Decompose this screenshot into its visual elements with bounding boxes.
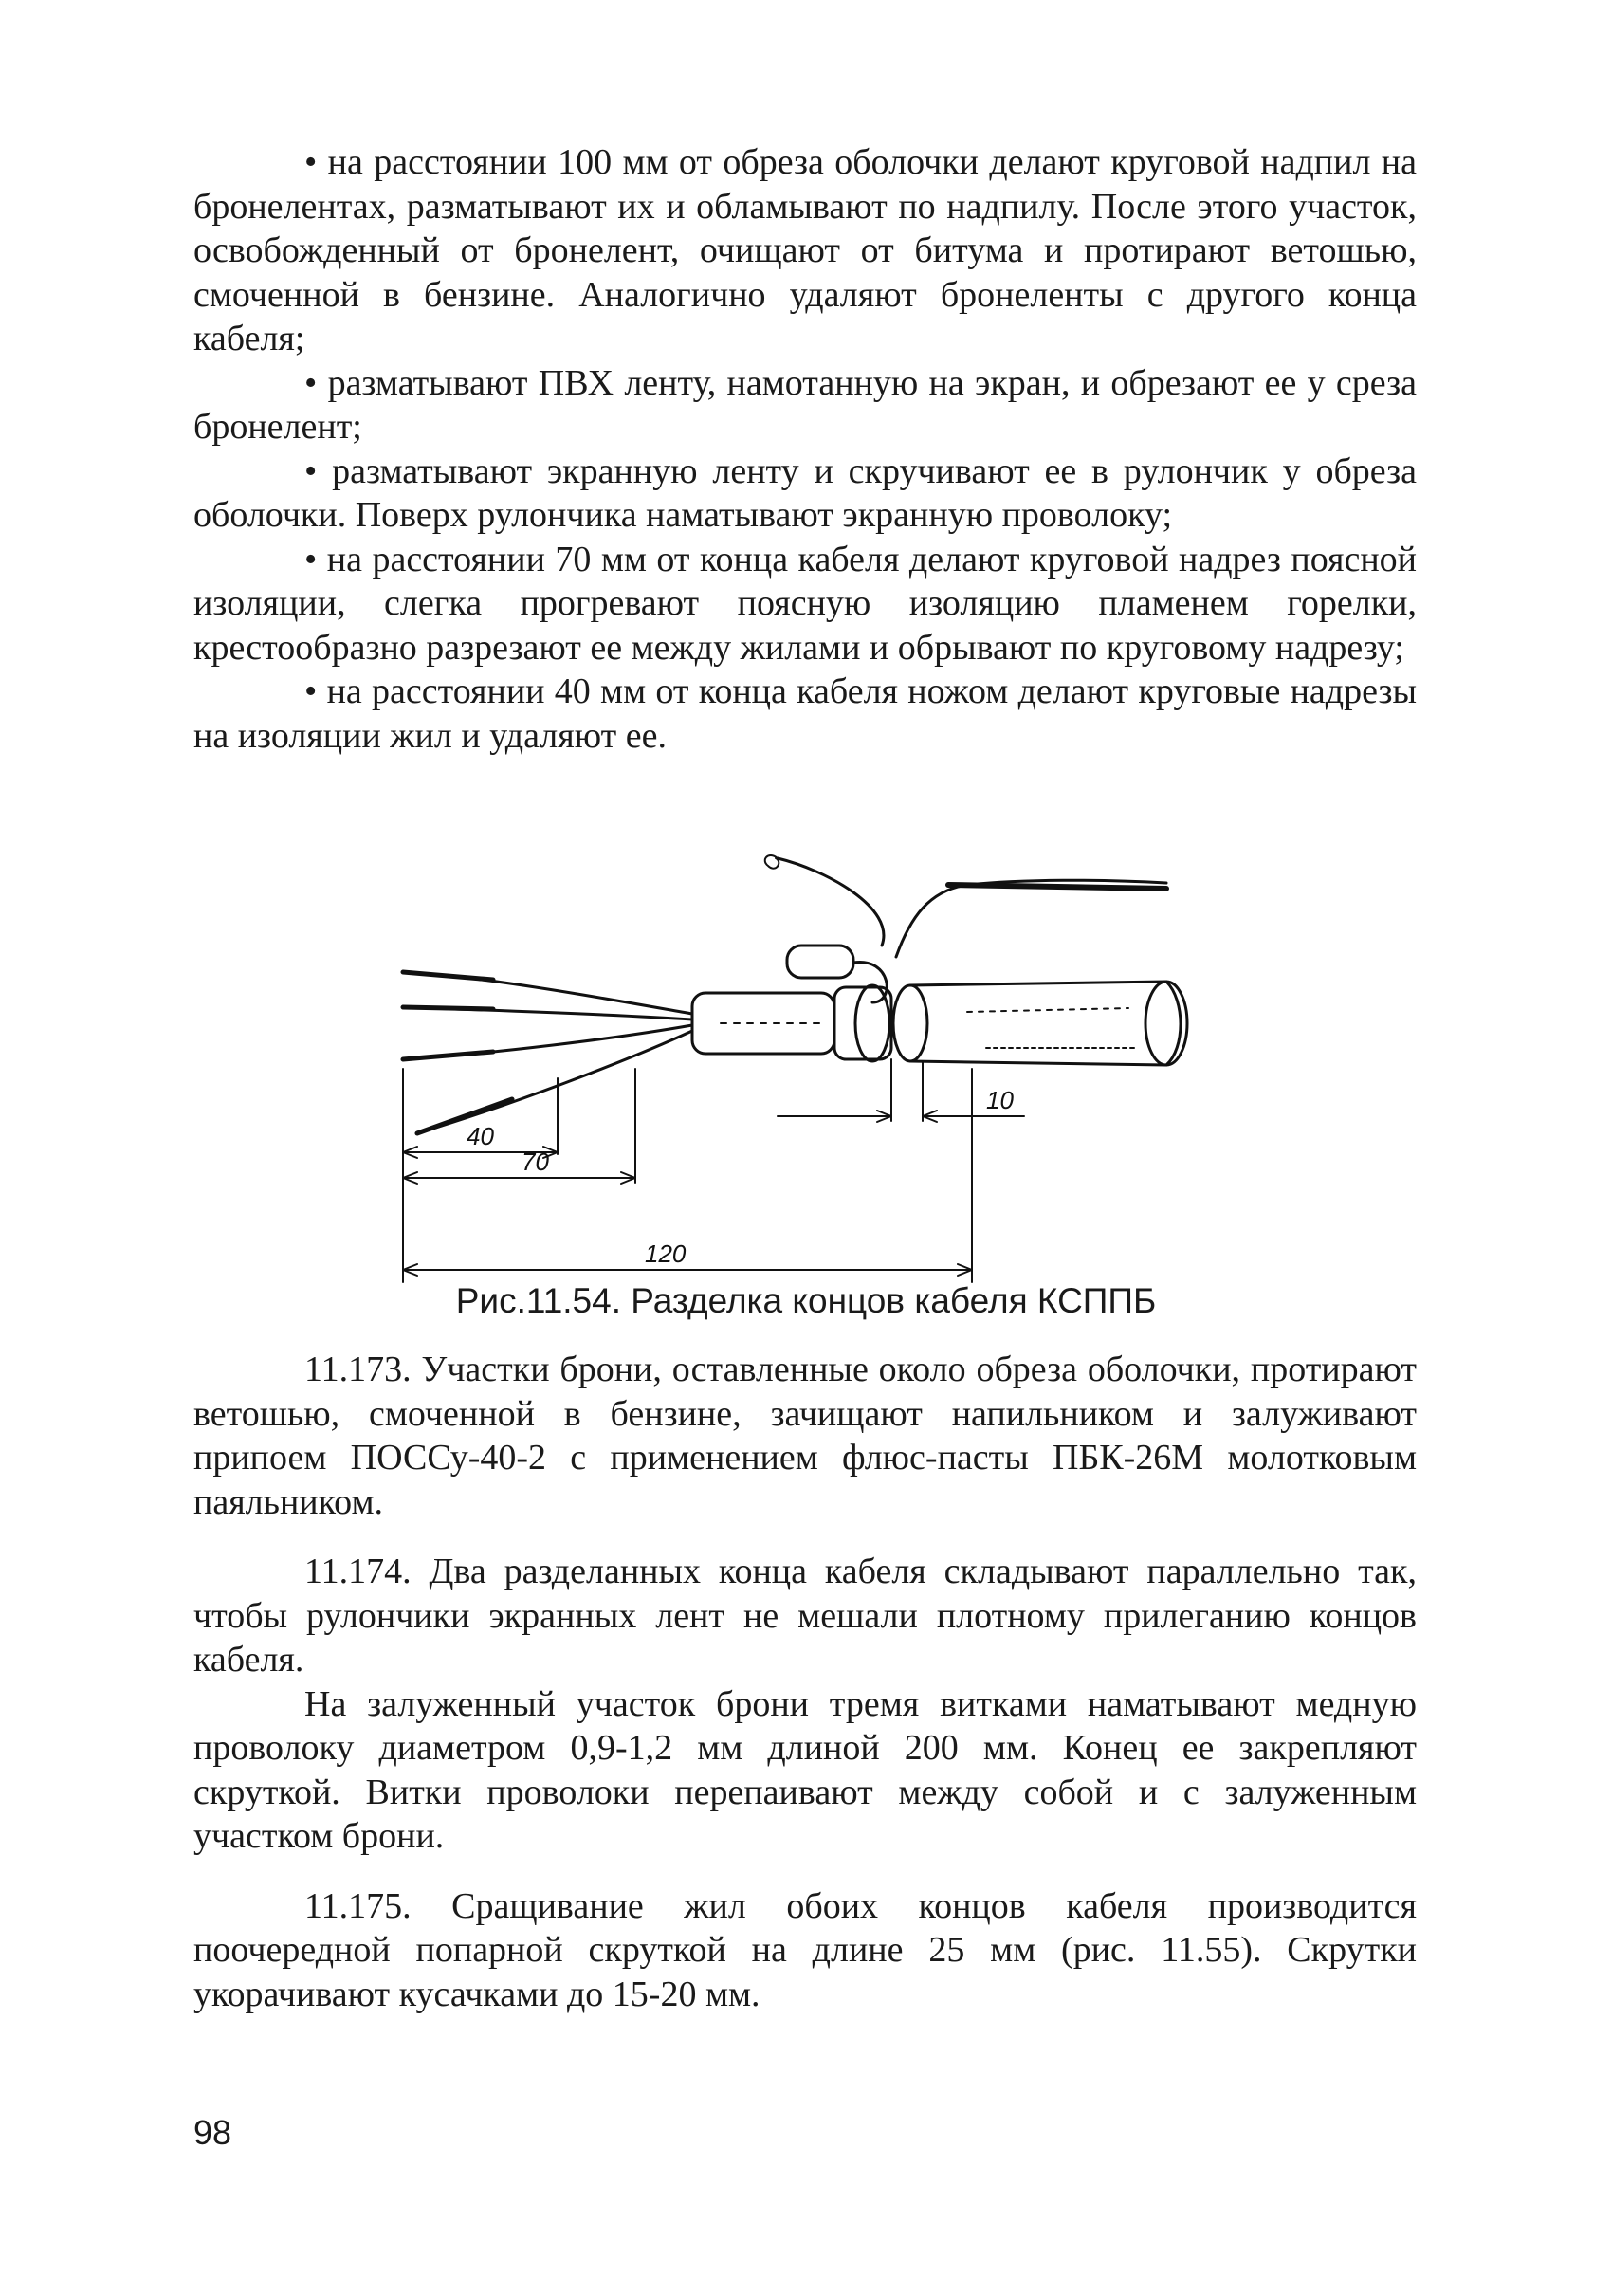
cable-end-figure xyxy=(379,851,1233,1287)
paragraph-11-173: 11.173. Участки брони, оставленные около обреза оболочки, протирают ветошью, смоченной в бензине, зачищают напильником и залуживают припоем ПОССу-40-2 с применением флюс-пасты ПБК-26М молотковым паяльником. xyxy=(193,1350,1417,1522)
dim-label-120: 120 xyxy=(645,1240,687,1268)
dim-label-10: 10 xyxy=(986,1086,1014,1114)
paragraph-armor-removal: • на расстоянии 100 мм от обреза оболочки делают круговой надпил на бронелентах, разматывают их и обламывают по надпилу. После этого участок, освобожденный от бронелент, очищают от битума и протирают ветошью, смоченной в бензине. Аналогично удаляют бронеленты с другого конца кабеля; xyxy=(193,142,1417,358)
paragraph-screen-tape: • разматывают экранную ленту и скручивают ее в рулончик у обреза оболочки. Поверх рулончика наматывают экранную проволоку; xyxy=(193,450,1417,535)
paragraph-belt-insulation: • на расстоянии 70 мм от конца кабеля делают круговой надрез поясной изоляции, слегка прогревают поясную изоляцию пламенем горелки, крестообразно разрезают ее между жилами и обрывают по круговому надрезу; xyxy=(193,539,1417,668)
dim-label-70: 70 xyxy=(522,1148,549,1176)
dim-label-40: 40 xyxy=(467,1122,494,1150)
paragraph-core-insulation: • на расстоянии 40 мм от конца кабеля ножом делают круговые надрезы на изоляции жил и удаляют ее. xyxy=(193,671,1417,756)
figure-caption: Рис.11.54. Разделка концов кабеля КСППБ xyxy=(455,1281,1157,1320)
text-block-top xyxy=(193,140,1417,758)
paragraph-11-175: 11.175. Сращивание жил обоих концов кабеля производится поочередной попарной скруткой на длине 25 мм (рис. 11.55). Скрутки укорачивают кусачками до 15-20 мм. xyxy=(193,1885,1417,2014)
screen-tape-roll xyxy=(787,946,853,978)
paragraph-11-174: 11.174. Два разделанных конца кабеля складывают параллельно так, чтобы рулончики экранных лент не мешали плотному прилеганию концов кабеля. xyxy=(193,1552,1417,1680)
outer-sheath xyxy=(910,982,1181,1065)
paragraph-pvc-tape: • разматывают ПВХ ленту, намотанную на экран, и обрезают ее у среза бронелент; xyxy=(193,362,1417,447)
paragraph-copper-wire: На залуженный участок брони тремя витками наматывают медную проволоку диаметром 0,9-1,2 мм длиной 200 мм. Конец ее закрепляют скруткой. Витки проволоки перепаивают между собой и с залуженным участком брони. xyxy=(193,1683,1417,1856)
text-block-bottom xyxy=(193,1348,1417,2016)
shield-wire xyxy=(778,858,884,946)
page-number: 98 xyxy=(193,2113,232,2152)
